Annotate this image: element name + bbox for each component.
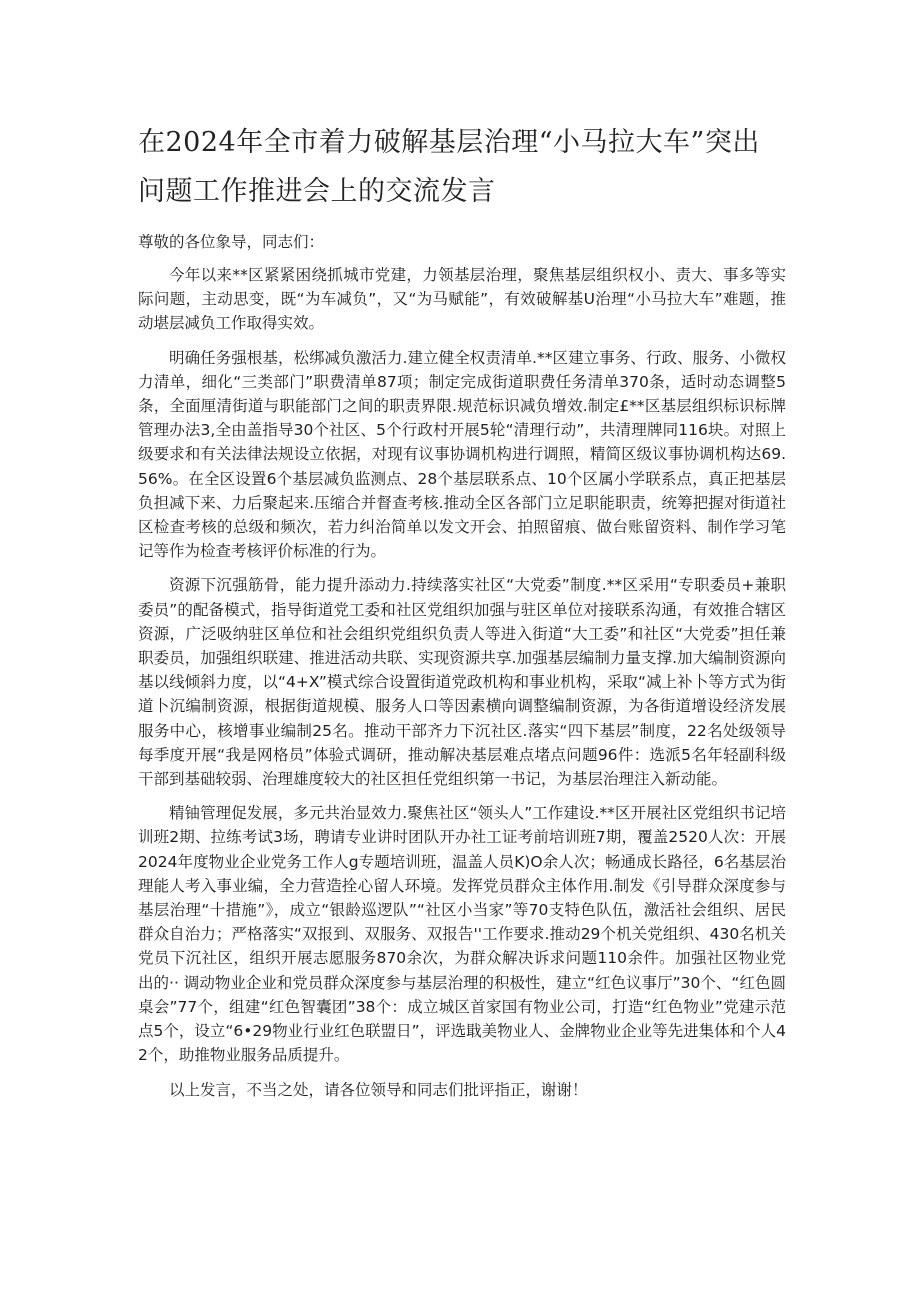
salutation: 尊敬的各位象导，同志们：	[138, 233, 325, 251]
page-title: 在2024年全市着力破解基层治理“小马拉大车”突出问题工作推进会上的交流发言	[138, 127, 760, 207]
paragraph-task-burden-reduction: 明确任务强根基，松绑减负激活力.建立健全权责清单.**区建立事务、行政、服务、小微权力清单，细化“三类部门”职费清单87项；制定完成街道职费任务清单370条，适时动态调整5条，全面厘清街道与职能部门之间的职责界限.规范标识减负增效.制定£**区基层组织标识标牌管理办法3,全由盖指导30个社区、5个行政村开展5轮“清理行动”，共清理牌同116块。对照上级要求和有关法律法规设立依据，对现有议事协调机构进行调照，精简区级议事协调机构达69.56%。在全区设置6个基层减负监测点、28个基层联系点、10个区属小学联系点，真正把基层负担减下来、力后聚起来.压缩合并督查考核.推动全区各部门立足职能职责，统筹把握对街道社区检查考核的总级和频次，若力纠治简单以发文开会、拍照留痕、做台账留资料、制作学习笔记等作为检查考核评价标准的行为。	[138, 348, 786, 561]
paragraph-resources-capacity: 资源下沉强筋骨，能力提升添动力.持续落实社区“大党委”制度.**区采用“专职委员+兼职委员”的配备模式，指导街道党工委和社区党组织加强与驻区单位对接联系沟通，有效推合辖区资源，广泛吸纳驻区单位和社会组织党组织负责人等进入街道“大工委”和社区“大党委”担任兼职委员，加强组织联建、推进活动共联、实现资源共享.加强基层编制力量支撑.加大编制资源向基以线倾斜力度，以“4+X”模式综合设置街道党政机构和事业机构，采取“减上补卜等方式为街道卜沉编制资源，根据街道规模、服务人口等因素横向调整编制资源，为各街道增设经济发展服务中心，核增事业编制25名。推动干部齐力下沉社区.落实“四下基层”制度，22名处级领导每季度开展“我是网格员”体验式调研，推动解决基层难点堵点问题96件：选派5名年轻副科级干部到基础较弱、治理雄度较大的社区担任党组织第一书记，为基层治理注入新动能。	[138, 576, 786, 789]
speech-body	[138, 230, 786, 1112]
paragraph-management-governance: 精铀管理促发展，多元共治显效力.聚焦社区“领头人”工作建设.**区开展社区党组织书记培训班2期、拉练考试3场，聘请专业讲时团队开办社工证考前培训班7期，覆盖2520人次：开展2024年度物业企业党务工作人g专题培训班，温盖人员K)O余人次；畅通成长路径，6名基层治理能人考入事业编，全力营造拴心留人环境。发挥党员群众主体作用.制发《引导群众深度参与基层治理“十措施”》，成立“银龄巡逻队”“社区小当家”等70支特色队伍，激活社会组织、居民群众自治力；严格落实“双报到、双服务、双报告''工作要求.推动29个机关党组织、430名机关党员下沉社区，组织开展志愿服务870余次，为群众解决诉求问题110余件。加强社区物业党出的·· 调动物业企业和党员群众深度参与基层治理的积极性，建立“红色议事厅”30个、“红色圆桌会”77个，组建“红色智囊团”38个：成立城区首家国有物业公司，打造“红色物业”党建示范点5个，设立“6•29物业行业红色联盟日”，评选戢美物业人、金牌物业企业等先进集体和个人42个，助推物业服务品质提升。	[138, 804, 787, 1065]
paragraph-intro: 今年以来**区紧紧困绕抓城市党建，力领基层治理，聚焦基层组织权小、责大、事多等实际问题，主动思变，既“为车减负”，又“为马赋能”，有效破解基U治理“小马拉大车”难题，推动堪层减负工作取得实效。	[138, 266, 786, 333]
paragraph-closing: 以上发言，不当之处，请各位领导和同志们批评指正，谢谢！	[169, 1080, 588, 1099]
